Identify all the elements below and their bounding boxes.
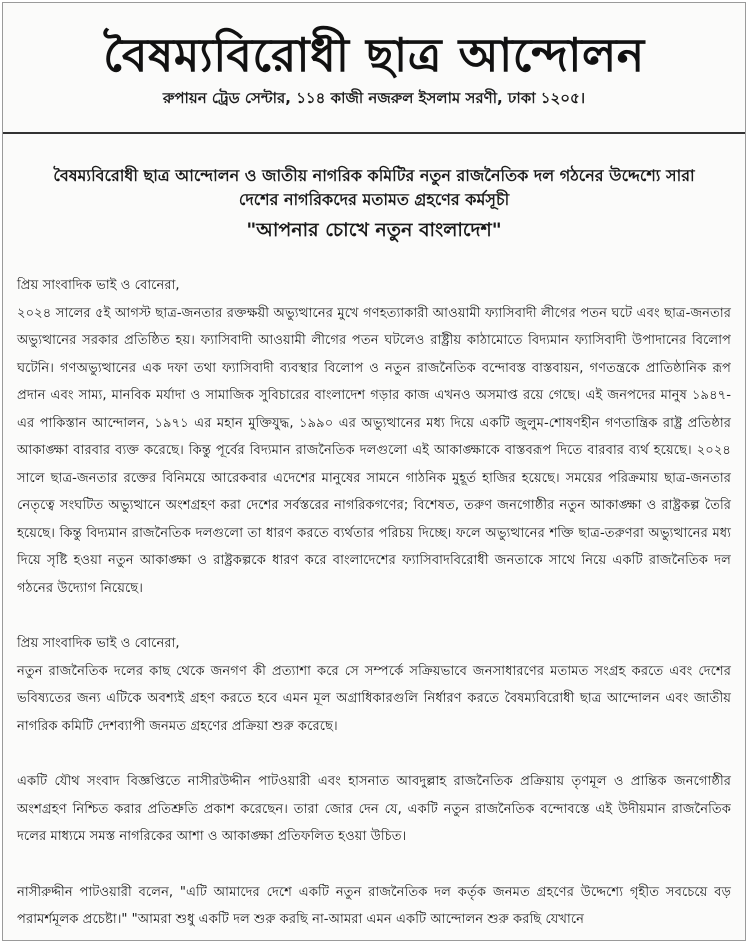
paragraph-2: নতুন রাজনৈতিক দলের কাছ থেকে জনগণ কী প্রত্যাশা করে সে সম্পর্কে সক্রিয়ভাবে জনসাধারণের মতামত সংগ্রহ করতে এবং দেশের ভবিষ্যতের জন্য এটিকে অবশ্যই গ্রহণ করতে হবে এমন মূল অগ্রাধিকারগুলি নির্ধারণ করতে বৈষম্যবিরোধী ছাত্র আন্দোলন এবং জাতীয় নাগরিক কমিটি দেশব্যাপী জনমত গ্রহণের প্রক্রিয়া শুরু করেছে।	[17, 663, 731, 734]
salutation-1: প্রিয় সাংবাদিক ভাই ও বোনেরা,	[17, 278, 180, 293]
organization-name: বৈষম্যবিরোধী ছাত্র আন্দোলন	[103, 28, 645, 82]
release-heading	[3, 164, 745, 242]
header-divider	[3, 132, 745, 134]
salutation-2: প্রিয় সাংবাদিক ভাই ও বোনেরা,	[17, 636, 180, 651]
letter-body	[3, 272, 745, 934]
paragraph-4: নাসীরুদ্দীন পাটওয়ারী বলেন, "এটি আমাদের দেশে একটি নতুন রাজনৈতিক দল কর্তৃক জনমত গ্রহণের উদ্দেশ্যে গৃহীত সবচেয়ে বড় পরামর্শমূলক প্রচেষ্টা।" "আমরা শুধু একটি দল শুরু করছি না-আমরা এমন একটি আন্দোলন শুরু করছি যেখানে	[17, 884, 731, 927]
heading-line-2: দেশের নাগরিকদের মতামত গ্রহণের কর্মসূচী	[238, 190, 510, 209]
organization-address: রুপায়ন ট্রেড সেন্টার, ১১৪ কাজী নজরুল ইসলাম সরণী, ঢাকা ১২০৫।	[162, 89, 586, 107]
press-release-page	[2, 2, 746, 941]
masthead	[3, 3, 745, 112]
paragraph-3: একটি যৌথ সংবাদ বিজ্ঞপ্তিতে নাসীরউদ্দীন পাটওয়ারী এবং হাসনাত আবদুল্লাহ রাজনৈতিক প্রক্রিয়ায় তৃণমূল ও প্রান্তিক জনগোষ্ঠীর অংশগ্রহণ নিশ্চিত করার প্রতিশ্রুতি প্রকাশ করেছেন। তারা জোর দেন যে, একটি নতুন রাজনৈতিক বন্দোবস্তে এই উদীয়মান রাজনৈতিক দলের মাধ্যমে সমস্ত নাগরিকের আশা ও আকাঙ্ক্ষা প্রতিফলিত হওয়া উচিত।	[17, 774, 731, 844]
paragraph-1: ২০২৪ সালের ৫ই আগস্ট ছাত্র-জনতার রক্তক্ষয়ী অভ্যুত্থানের মুখে গণহত্যাকারী আওয়ামী ফ্যাসিবাদী লীগের পতন ঘটে এবং ছাত্র-জনতার অভ্যুত্থানের সরকার প্রতিষ্ঠিত হয়। ফ্যাসিবাদী আওয়ামী লীগের পতন ঘটলেও রাষ্ট্রীয় কাঠামোতে বিদ্যমান ফ্যাসিবাদী উপাদানের বিলোপ ঘটেনি। গণঅভ্যুত্থানের এক দফা তথা ফ্যাসিবাদী ব্যবস্থার বিলোপ ও নতুন রাজনৈতিক বন্দোবস্ত বাস্তবায়ন, গণতন্ত্রকে প্রাতিষ্ঠানিক রূপ প্রদান এবং সাম্য, মানবিক মর্যাদা ও সামাজিক সুবিচারের বাংলাদেশ গড়ার কাজ এখনও অসমাপ্ত রয়ে গেছে। এই জনপদের মানুষ ১৯৪৭-এর পাকিস্তান আন্দোলন, ১৯৭১ এর মহান মুক্তিযুদ্ধ, ১৯৯০ এর অভ্যুত্থানের মধ্য দিয়ে একটি জুলুম-শোষণহীন গণতান্ত্রিক রাষ্ট্র প্রতিষ্ঠার আকাঙ্ক্ষা বারবার ব্যক্ত করেছে। কিন্তু পূর্বের বিদ্যমান রাজনৈতিক দলগুলো এই আকাঙ্ক্ষাকে বাস্তবরূপ দিতে বারবার ব্যর্থ হয়েছে। ২০২৪ সালে ছাত্র-জনতার রক্তের বিনিময়ে আরেকবার এদেশের মানুষের সামনে গাঠনিক মুহূর্ত হাজির হয়েছে। সময়ের পরিক্রমায় ছাত্র-জনতার নেতৃত্বে সংঘটিত অভ্যুত্থানে অংশগ্রহণ করা দেশের সর্বস্তরের নাগরিকগণের; বিশেষত, তরুণ জনগোষ্ঠীর নতুন আকাঙ্ক্ষা ও রাষ্ট্রকল্প তৈরি হয়েছে। কিন্তু বিদ্যমান রাজনৈতিক দলগুলো তা ধারণ করতে ব্যর্থতার পরিচয় দিচ্ছে। ফলে অভ্যুত্থানের শক্তি ছাত্র-তরুণরা অভ্যুত্থানের মধ্য দিয়ে সৃষ্টি হওয়া নতুন আকাঙ্ক্ষা ও রাষ্ট্রকল্পকে ধারণ করে বাংলাদেশের ফ্যাসিবাদবিরোধী জনতাকে সাথে নিয়ে একটি রাজনৈতিক দল গঠনের উদ্যোগ নিয়েছে।	[17, 305, 731, 596]
campaign-slogan: "আপনার চোখে নতুন বাংলাদেশ"	[246, 219, 502, 241]
heading-line-1: বৈষম্যবিরোধী ছাত্র আন্দোলন ও জাতীয় নাগরিক কমিটির নতুন রাজনৈতিক দল গঠনের উদ্দেশ্যে সারা	[53, 166, 695, 185]
